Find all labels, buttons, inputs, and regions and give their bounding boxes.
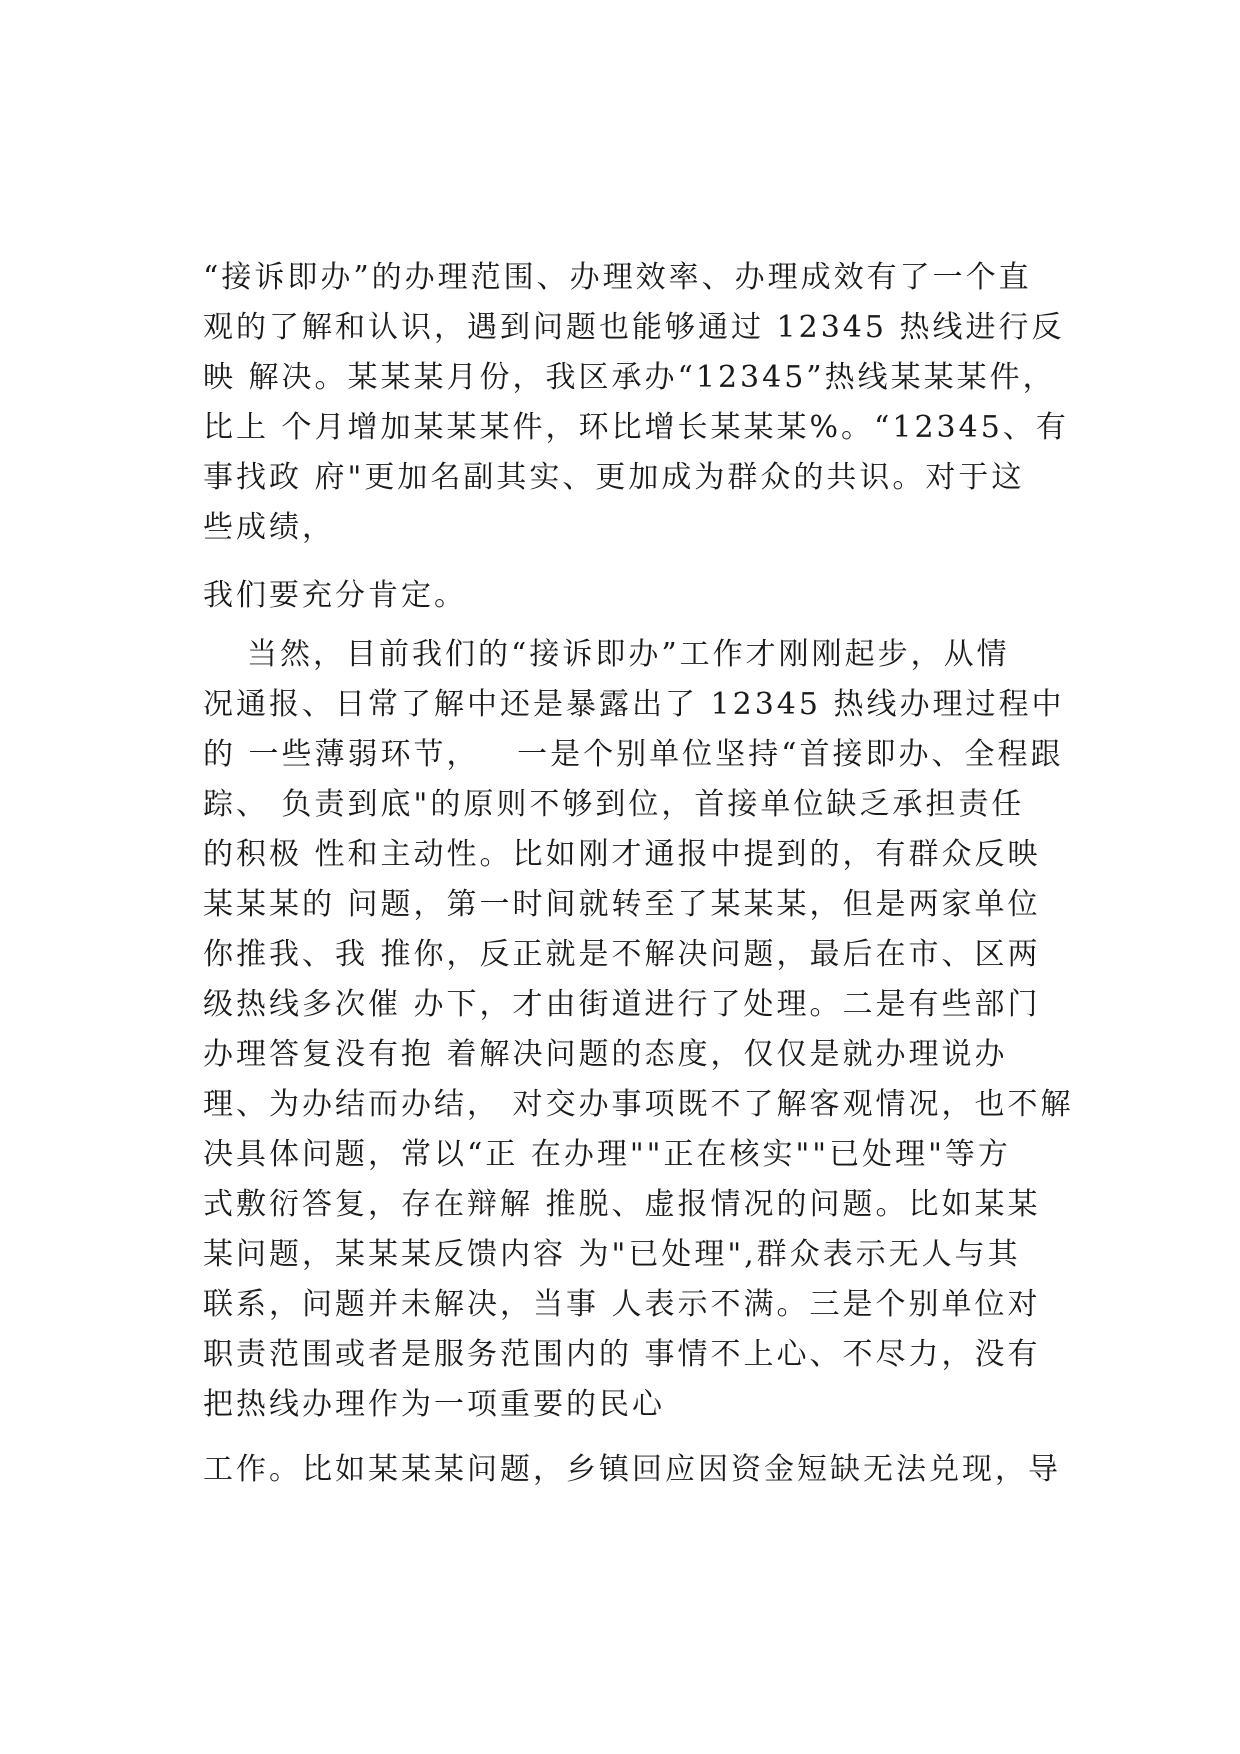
text-line: 某某某的 问题，第一时间就转至了某某某，但是两家单位	[203, 887, 1041, 922]
text-line: 办理答复没有抱 着解决问题的态度，仅仅是就办理说办	[203, 1037, 1008, 1072]
text-line: 工作。比如某某某问题，乡镇回应因资金短缺无法兑现，导	[203, 1452, 1061, 1487]
text-line: 的 一些薄弱环节， 一是个别单位坚持“首接即办、全程跟	[203, 737, 1064, 772]
text-line: 级热线多次催 办下，才由街道进行了处理。二是有些部门	[203, 987, 1041, 1022]
text-line: 决具体问题，常以“正 在办理""正在核实""已处理"等方	[203, 1137, 1011, 1172]
text-line: 踪、 负责到底"的原则不够到位，首接单位缺乏承担责任	[203, 787, 1025, 822]
text-line: 某问题，某某某反馈内容 为"已处理",群众表示无人与其	[203, 1237, 1021, 1272]
text-line: 况通报、日常了解中还是暴露出了 12345 热线办理过程中	[203, 687, 1065, 722]
text-line: 些成绩，	[203, 510, 335, 545]
paragraph-first-line: 当然，目前我们的“接诉即办”工作才刚刚起步，从情	[247, 637, 1010, 672]
text-line: 比上 个月增加某某某件，环比增长某某某%。“12345、有	[203, 410, 1069, 445]
text-line: 我们要充分肯定。	[203, 578, 467, 613]
text-line: “接诉即办”的办理范围、办理效率、办理成效有了一个直	[203, 260, 1032, 295]
text-line: 把热线办理作为一项重要的民心	[203, 1387, 665, 1422]
text-line: 观的了解和认识，遇到问题也能够通过 12345 热线进行反	[203, 310, 1065, 345]
text-line: 你推我、我 推你，反正就是不解决问题，最后在市、区两	[203, 937, 1041, 972]
text-line: 职责范围或者是服务范围内的 事情不上心、不尽力，没有	[203, 1337, 1041, 1372]
text-line: 理、为办结而办结， 对交办事项既不了解客观情况，也不解	[203, 1087, 1074, 1122]
text-line: 的积极 性和主动性。比如刚才通报中提到的，有群众反映	[203, 837, 1041, 872]
text-line: 映 解决。某某某月份，我区承办“12345”热线某某某件，	[203, 360, 1056, 395]
text-line: 式敷衍答复，存在辩解 推脱、虚报情况的问题。比如某某	[203, 1187, 1041, 1222]
text-line: 事找政 府"更加名副其实、更加成为群众的共识。对于这	[203, 460, 1025, 495]
text-line: 联系，问题并未解决，当事 人表示不满。三是个别单位对	[203, 1287, 1041, 1322]
